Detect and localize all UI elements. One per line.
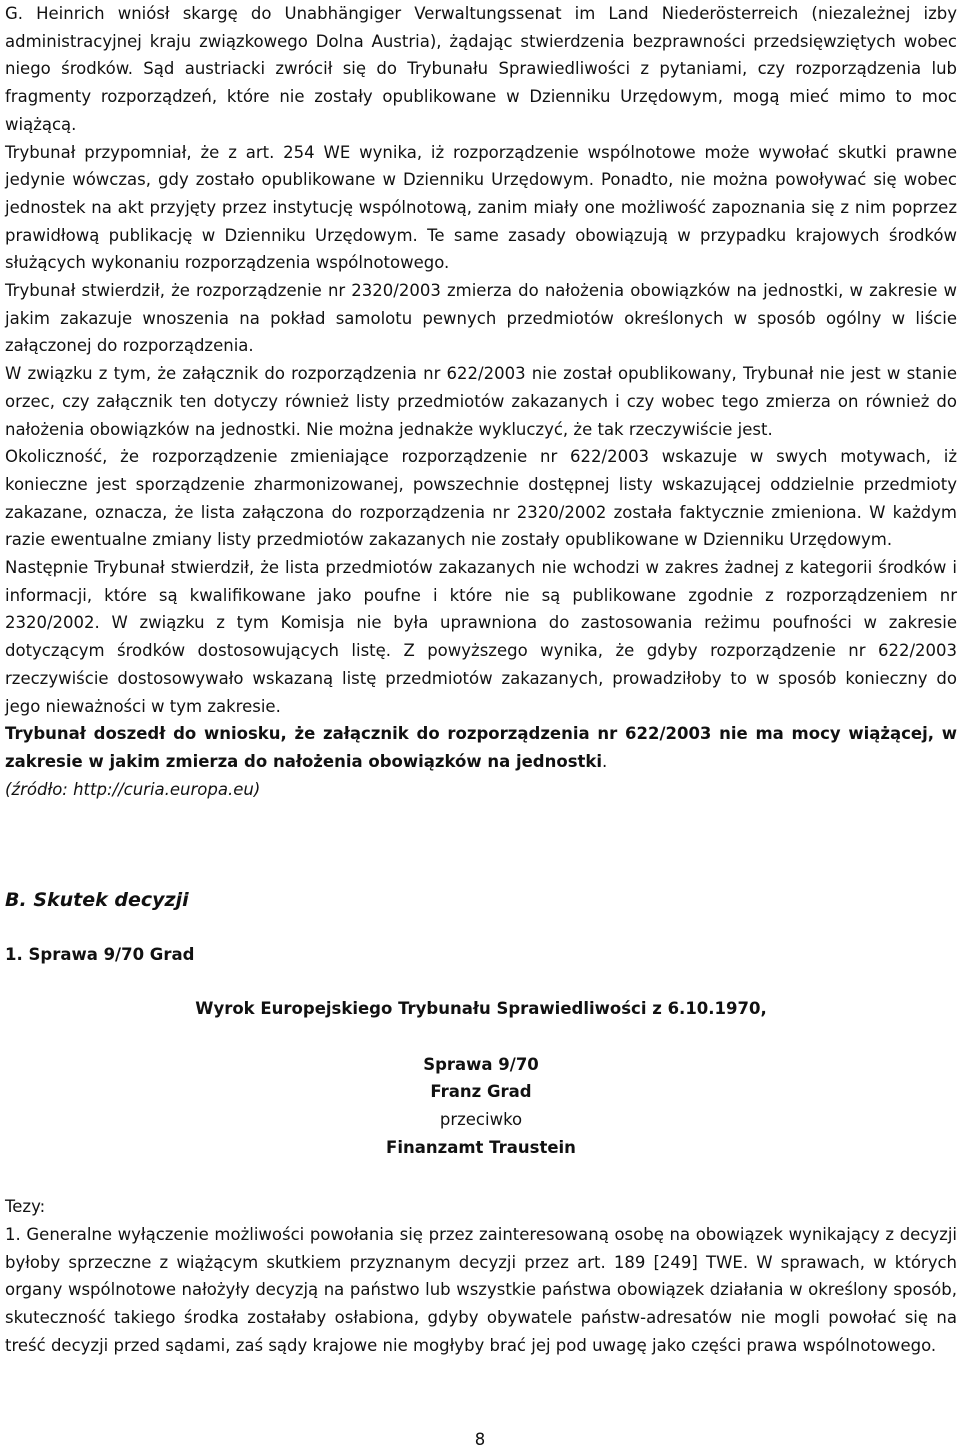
page-number: 8 xyxy=(474,1430,486,1449)
paragraph-tribunal-reminder: Trybunał przypomniał, że z art. 254 WE wynika, iż rozporządzenie wspólnotowe może wywołać skutki prawne jedynie wówczas, gdy zostało opublikowane w Dzienniku Urzędowym. Ponadto, nie można powoływać się wobec jednostek na akt przyjęty przez instytucję wspólnotową, zanim miały one możliwość zapoznania się z nim poprzez prawidłową publikację w Dzienniku Urzędowym. Te same zasady obowiązują w przypadku krajowych środków służących wykonaniu rozporządzenia wspólnotowego. xyxy=(5,142,957,273)
theses-label: Tezy: xyxy=(5,1197,46,1217)
document-page xyxy=(5,0,957,1360)
paragraph-conclusion xyxy=(5,720,957,775)
conclusion-period: . xyxy=(602,751,608,771)
party-defendant: Finanzamt Traustein xyxy=(386,1137,576,1157)
conclusion-text: Trybunał doszedł do wniosku, że załącznik do rozporządzenia nr 622/2003 nie ma mocy wiążącej, w zakresie w jakim zmierza do nałożenia obowiązków na jednostki xyxy=(5,724,957,771)
paragraph-heinrich: G. Heinrich wniósł skargę do Unabhängiger Verwaltungssenat im Land Niederösterreich (niezależnej izby administracyjnej kraju związkowego Dolna Austria), żądając stwierdzenia bezprawności przedsięwziętych wobec niego środków. Sąd austriacki zwrócił się do Trybunału Sprawiedliwości z pytaniami, czy rozporządzenia lub fragmenty rozporządzeń, które nie zostały opublikowane w Dzienniku Urzędowym, mogą mieć mimo to moc wiążącą. xyxy=(5,4,957,134)
paragraph-annex-622: W związku z tym, że załącznik do rozporządzenia nr 622/2003 nie został opublikowany, Trybunał nie jest w stanie orzec, czy załącznik ten dotyczy również listy przedmiotów zakazanych i czy wobec tego zmierza on również do nałożenia obowiązków na jednostki. Nie można jednakże wykluczyć, że tak rzeczywiście jest. xyxy=(5,364,957,439)
section-b-title: B. Skutek decyzji xyxy=(5,889,189,912)
case-heading: 1. Sprawa 9/70 Grad xyxy=(5,945,195,965)
paragraph-amending-regulation: Okoliczność, że rozporządzenie zmieniające rozporządzenie nr 622/2003 wskazuje w swych motywach, iż konieczne jest sporządzenie zharmonizowanej, powszechnie dostępnej listy wskazującej oddzielnie przedmioty zakazane, oznacza, że lista załączona do rozporządzenia nr 2320/2002 została faktycznie zmieniona. W każdym razie ewentualne zmiany listy przedmiotów zakazanych nie zostały opublikowane w Dzienniku Urzędowym. xyxy=(5,447,957,550)
paragraph-prohibited-items: Następnie Trybunał stwierdził, że lista przedmiotów zakazanych nie wchodzi w zakres żadnej z kategorii środków i informacji, które są kwalifikowane jako poufne i które nie są publikowane zgodnie z rozporządzeniem nr 2320/2002. W związku z tym Komisja nie była uprawniona do zastosowania reżimu poufności w zakresie dotyczącym środków dostosowujących listę. Z powyższego wynika, że gdyby rozporządzenie nr 622/2003 rzeczywiście dostosowywało wskazaną listę przedmiotów zakazanych, prowadziłoby to w sposób konieczny do jego nieważności w tym zakresie. xyxy=(5,558,957,716)
party-applicant: Franz Grad xyxy=(430,1082,532,1102)
paragraph-regulation-2320: Trybunał stwierdził, że rozporządzenie nr 2320/2003 zmierza do nałożenia obowiązków na jednostki, w zakresie w jakim zakazuje wnoszenia na pokład samolotu pewnych przedmiotów określonych w sposób ogólny w liście załączonej do rozporządzenia. xyxy=(5,281,957,356)
thesis-1: 1. Generalne wyłączenie możliwości powołania się przez zainteresowaną osobę na obowiązek wynikający z decyzji byłoby sprzeczne z wiążącym skutkiem przyznanym decyzji przez art. 189 [249] TWE. W sprawach, w których organy wspólnotowe nałożyły decyzją na państwo lub wszystkie państwa obowiązek działania w określony sposób, skuteczność takiego środka zostałaby osłabiona, gdyby obywatele państw-adresatów nie mogli powołać się na treść decyzji przed sądami, zaś sądy krajowe nie mogłyby brać jej pod uwagę jako części prawa wspólnotowego. xyxy=(5,1225,957,1355)
source-note: (źródło: http://curia.europa.eu) xyxy=(5,779,261,799)
case-number: Sprawa 9/70 xyxy=(423,1054,539,1074)
judgment-title: Wyrok Europejskiego Trybunału Sprawiedliwości z 6.10.1970, xyxy=(195,998,767,1018)
versus-label: przeciwko xyxy=(439,1109,523,1129)
